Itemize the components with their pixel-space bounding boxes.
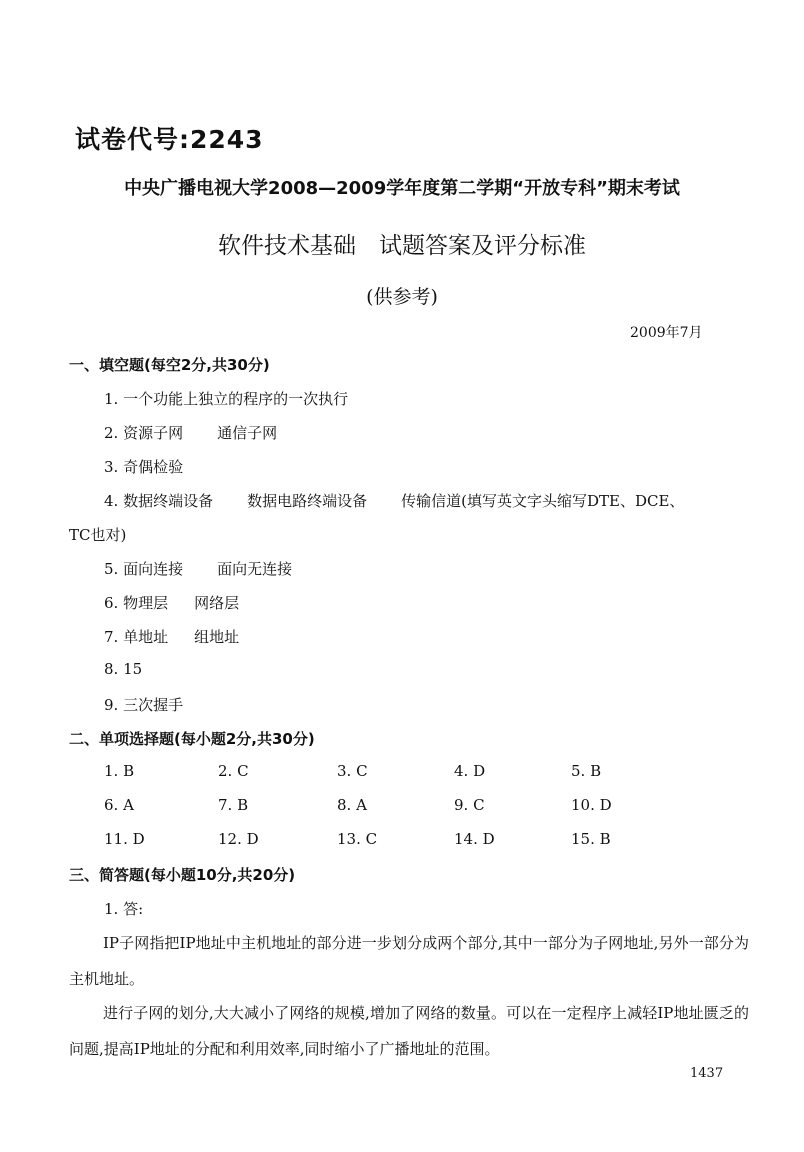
section1-item-5 [104, 558, 292, 579]
document-title: 软件技术基础 试题答案及评分标准 [218, 233, 586, 259]
section3-q1-label: 1. 答: [104, 900, 144, 918]
choice-answer: 6. A [104, 796, 134, 814]
page-number: 1437 [690, 1066, 724, 1081]
choice-answer: 4. D [454, 762, 486, 780]
document-date: 2009年7月 [630, 325, 703, 341]
choice-answer: 8. A [337, 796, 367, 814]
exam-header: 中央广播电视大学2008—2009学年度第二学期“开放专科”期末考试 [124, 178, 680, 199]
paper-code: 试卷代号:2243 [75, 125, 264, 154]
answer-text: 5. 面向连接 [104, 560, 184, 578]
answer-text: 8. 15 [104, 660, 143, 678]
section3-heading: 三、简答题(每小题10分,共20分) [69, 866, 296, 884]
answer-text: 网络层 [194, 594, 240, 612]
answer-text: 3. 奇偶检验 [104, 458, 184, 476]
section3-paragraph-2: 进行子网的划分,大大减小了网络的规模,增加了网络的数量。可以在一定程序上减轻IP地址匮乏的问题,提高IP地址的分配和利用效率,同时缩小了广播地址的范围。 [69, 1004, 749, 1058]
choice-answer: 13. C [337, 830, 378, 848]
choice-answer: 7. B [218, 796, 249, 814]
choice-answer: 5. B [571, 762, 602, 780]
document-subtitle: (供参考) [366, 286, 438, 308]
choice-answer: 3. C [337, 762, 368, 780]
section1-item-4-cont [69, 524, 126, 545]
section1-item-4 [104, 490, 684, 511]
choice-answer: 11. D [104, 830, 145, 848]
answer-text: 9. 三次握手 [104, 696, 184, 714]
section2-heading: 二、单项选择题(每小题2分,共30分) [69, 730, 315, 748]
answer-text: TC也对) [69, 526, 127, 544]
section1-item-3 [104, 456, 183, 477]
section1-item-1 [104, 388, 348, 409]
answer-text: 通信子网 [217, 424, 278, 442]
choice-answer: 9. C [454, 796, 485, 814]
choice-answer: 12. D [218, 830, 259, 848]
section3-paragraph-1: IP子网指把IP地址中主机地址的部分进一步划分成两个部分,其中一部分为子网地址,另外一部分为主机地址。 [69, 934, 749, 988]
section1-heading: 一、填空题(每空2分,共30分) [69, 356, 270, 374]
section1-item-9 [104, 694, 183, 715]
section1-item-2 [104, 422, 277, 443]
choice-answer: 14. D [454, 830, 495, 848]
choice-answer: 1. B [104, 762, 135, 780]
choice-answer: 10. D [571, 796, 612, 814]
answer-text: 7. 单地址 [104, 628, 169, 646]
section1-item-8 [104, 660, 142, 678]
section1-item-7 [104, 626, 239, 647]
answer-text: 传输信道(填写英文字头缩写DTE、DCE、 [401, 492, 685, 510]
answer-text: 数据电路终端设备 [247, 492, 368, 510]
answer-text: 6. 物理层 [104, 594, 169, 612]
answer-text: 组地址 [194, 628, 240, 646]
choice-answer: 15. B [571, 830, 611, 848]
section1-item-6 [104, 592, 239, 613]
answer-text: 1. 一个功能上独立的程序的一次执行 [104, 390, 349, 408]
answer-text: 2. 资源子网 [104, 424, 184, 442]
answer-text: 面向无连接 [217, 560, 293, 578]
answer-text: 4. 数据终端设备 [104, 492, 214, 510]
choice-answer: 2. C [218, 762, 249, 780]
